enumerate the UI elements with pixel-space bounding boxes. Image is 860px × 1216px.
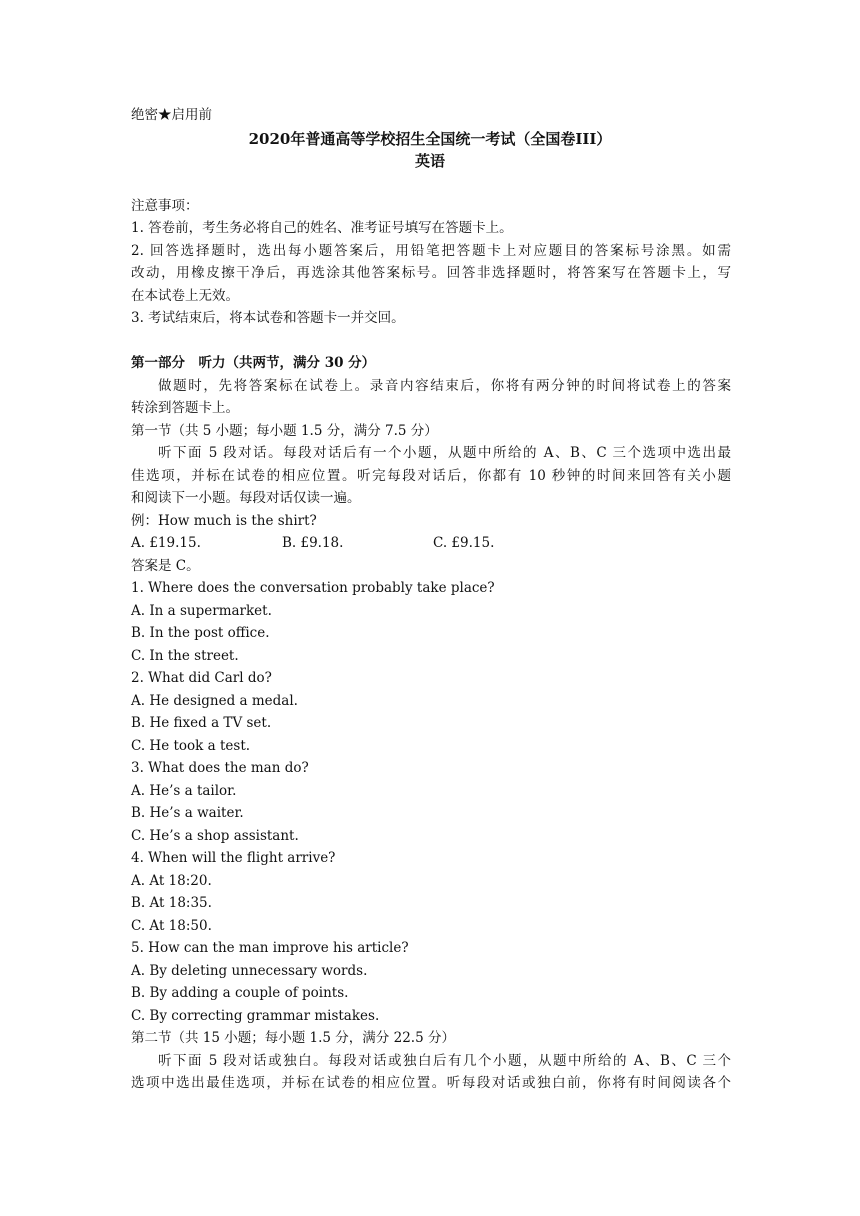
part1-intro-line: 转涂到答题卡上。 <box>131 400 239 416</box>
question-text: 4. When will the flight arrive? <box>131 850 336 866</box>
question-option: B. In the post office. <box>131 625 270 641</box>
example-question: 例：How much is the shirt? <box>131 513 317 529</box>
question-option: C. At 18:50. <box>131 918 212 934</box>
example-answer: 答案是 C。 <box>131 558 200 574</box>
section1-heading: 第一节（共 5 小题；每小题 1.5 分，满分 7.5 分） <box>131 423 438 439</box>
question-option: B. By adding a couple of points. <box>131 985 349 1001</box>
question-option: C. By correcting grammar mistakes. <box>131 1008 380 1024</box>
note-line: 在本试卷上无效。 <box>131 288 239 304</box>
question-option: A. He’s a tailor. <box>131 783 237 799</box>
question-text: 5. How can the man improve his article? <box>131 940 409 956</box>
example-option-b: B. £9.18. <box>282 535 344 551</box>
confidential-mark: 绝密★启用前 <box>131 107 212 123</box>
question-option: B. He fixed a TV set. <box>131 715 272 731</box>
question-option: B. He’s a waiter. <box>131 805 244 821</box>
exam-title: 2020年普通高等学校招生全国统一考试（全国卷III） <box>248 130 612 148</box>
question-text: 3. What does the man do? <box>131 760 309 776</box>
question-text: 1. Where does the conversation probably take place? <box>131 580 495 596</box>
section1-intro-line: 佳选项，并标在试卷的相应位置。听完每段对话后，你都有 10 秒钟的时间来回答有关小题 <box>131 468 731 484</box>
part1-intro-line: 做题时，先将答案标在试卷上。录音内容结束后，你将有两分钟的时间将试卷上的答案 <box>158 378 731 394</box>
section2-heading: 第二节（共 15 小题；每小题 1.5 分，满分 22.5 分） <box>131 1030 455 1046</box>
note-line: 1. 答卷前，考生务必将自己的姓名、准考证号填写在答题卡上。 <box>131 220 513 236</box>
question-option: A. In a supermarket. <box>131 603 272 619</box>
question-option: C. He took a test. <box>131 738 251 754</box>
subject-title: 英语 <box>414 152 445 170</box>
note-line: 改动，用橡皮擦干净后，再选涂其他答案标号。回答非选择题时，将答案写在答题卡上，写 <box>131 265 731 281</box>
question-text: 2. What did Carl do? <box>131 670 272 686</box>
note-line: 2. 回答选择题时，选出每小题答案后，用铅笔把答题卡上对应题目的答案标号涂黑。如需 <box>131 243 731 259</box>
question-option: B. At 18:35. <box>131 895 212 911</box>
section2-intro-line: 听下面 5 段对话或独白。每段对话或独白后有几个小题，从题中所给的 A、B、C 三个 <box>158 1053 731 1069</box>
question-option: A. At 18:20. <box>131 873 212 889</box>
section1-intro-line: 和阅读下一小题。每段对话仅读一遍。 <box>131 490 361 506</box>
question-option: A. By deleting unnecessary words. <box>131 963 368 979</box>
example-option-c: C. £9.15. <box>433 535 495 551</box>
question-option: A. He designed a medal. <box>131 693 298 709</box>
example-option-a: A. £19.15. <box>131 535 201 551</box>
section2-intro-line: 选项中选出最佳选项，并标在试卷的相应位置。听每段对话或独白前，你将有时间阅读各个 <box>131 1075 731 1091</box>
part1-heading: 第一部分 听力（共两节，满分 30 分） <box>131 355 376 371</box>
question-option: C. He’s a shop assistant. <box>131 828 299 844</box>
section1-intro-line: 听下面 5 段对话。每段对话后有一个小题，从题中所给的 A、B、C 三个选项中选出最 <box>158 445 731 461</box>
note-line: 3. 考试结束后，将本试卷和答题卡一并交回。 <box>131 310 405 326</box>
question-option: C. In the street. <box>131 648 239 664</box>
notes-heading: 注意事项： <box>131 198 199 214</box>
